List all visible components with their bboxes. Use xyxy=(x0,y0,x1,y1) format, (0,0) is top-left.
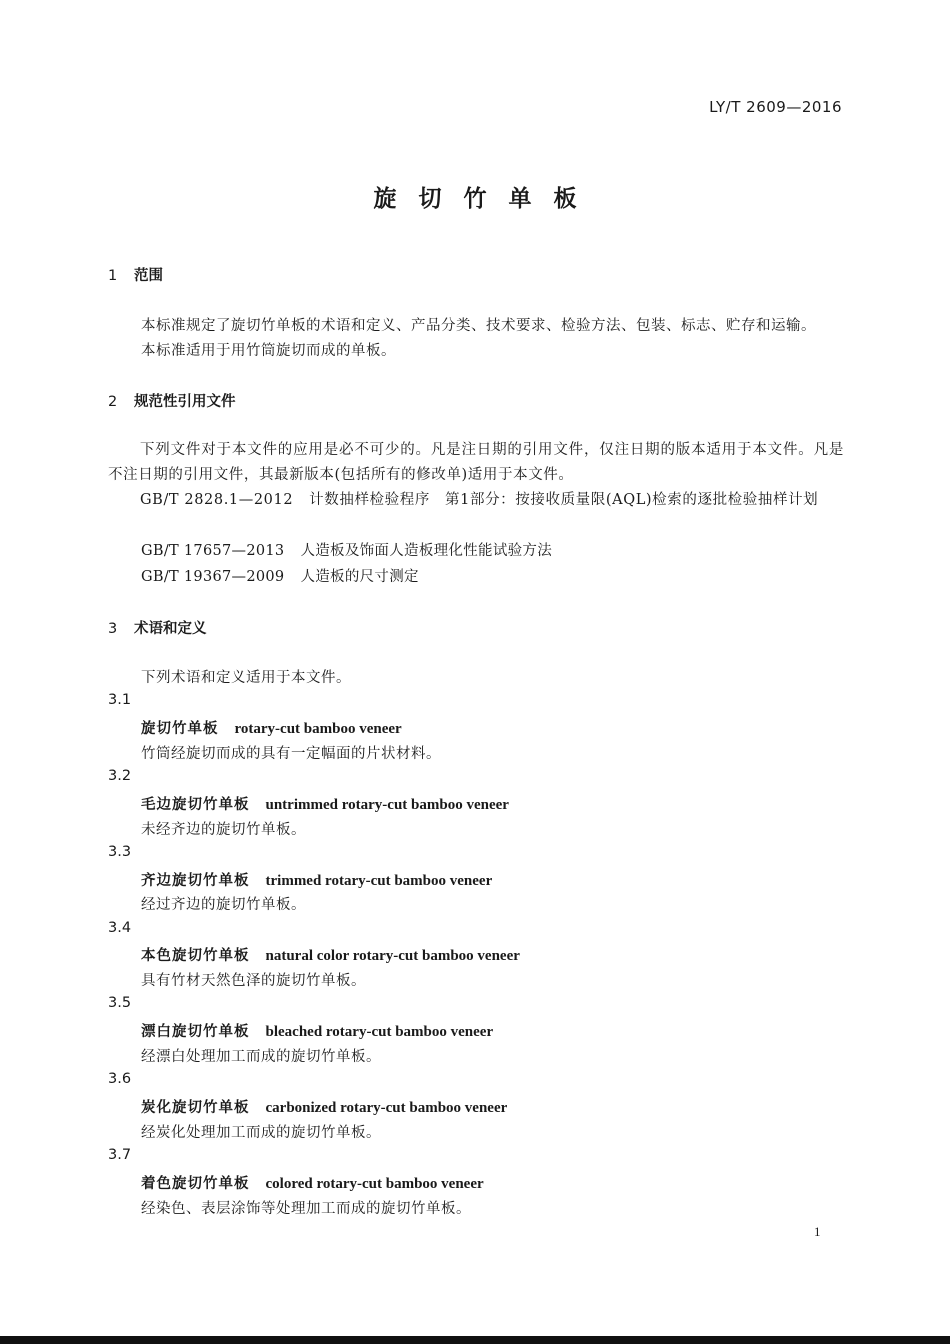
term-english: untrimmed rotary-cut bamboo veneer xyxy=(265,797,509,813)
term-definition: 经炭化处理加工而成的旋切竹单板。 xyxy=(141,1125,381,1141)
term-heading xyxy=(141,1096,507,1117)
section-title: 术语和定义 xyxy=(134,621,207,637)
term-definition: 经过齐边的旋切竹单板。 xyxy=(141,897,306,913)
term-english: carbonized rotary-cut bamboo veneer xyxy=(265,1100,508,1116)
section-heading-3 xyxy=(108,617,207,638)
reference-title: 人造板及饰面人造板理化性能试验方法 xyxy=(300,543,553,559)
term-english: natural color rotary-cut bamboo veneer xyxy=(265,948,520,964)
term-english: rotary-cut bamboo veneer xyxy=(234,721,402,737)
term-chinese: 漂白旋切竹单板 xyxy=(141,1024,250,1040)
term-number: 3.2 xyxy=(108,768,132,784)
normative-references-intro: 下列文件对于本文件的应用是必不可少的。凡是注日期的引用文件，仅注日期的版本适用于本文件。凡是不注日期的引用文件，其最新版本(包括所有的修改单)适用于本文件。 xyxy=(108,442,844,483)
term-number: 3.6 xyxy=(108,1071,132,1087)
term-heading xyxy=(141,1020,493,1041)
term-definition: 未经齐边的旋切竹单板。 xyxy=(141,822,306,838)
term-chinese: 炭化旋切竹单板 xyxy=(141,1100,250,1116)
section-number: 3 xyxy=(108,621,118,637)
page-title: 旋切竹单板 xyxy=(373,186,599,212)
term-chinese: 毛边旋切竹单板 xyxy=(141,797,250,813)
section-heading-2 xyxy=(108,390,236,411)
section-title: 范围 xyxy=(134,268,163,284)
term-definition: 经漂白处理加工而成的旋切竹单板。 xyxy=(141,1049,381,1065)
term-chinese: 齐边旋切竹单板 xyxy=(141,873,250,889)
term-english: bleached rotary-cut bamboo veneer xyxy=(265,1024,494,1040)
reference-code: GB/T 17657—2013 xyxy=(141,543,285,559)
term-number: 3.4 xyxy=(108,920,132,936)
term-heading xyxy=(141,1172,484,1193)
section-heading-1 xyxy=(108,264,163,285)
reference-item xyxy=(108,488,844,513)
term-number: 3.1 xyxy=(108,692,132,708)
term-heading xyxy=(141,717,402,738)
section-number: 1 xyxy=(108,268,118,284)
term-heading xyxy=(141,869,492,890)
term-heading xyxy=(141,944,520,965)
section-number: 2 xyxy=(108,394,118,410)
scope-paragraph-2: 本标准适用于用竹筒旋切而成的单板。 xyxy=(141,343,396,359)
reference-item xyxy=(141,539,552,560)
term-definition: 竹筒经旋切而成的具有一定幅面的片状材料。 xyxy=(141,746,441,762)
term-definition: 经染色、表层涂饰等处理加工而成的旋切竹单板。 xyxy=(141,1201,471,1217)
standard-code: LY/T 2609—2016 xyxy=(709,98,842,116)
page-number: 1 xyxy=(814,1224,821,1239)
reference-code: GB/T 19367—2009 xyxy=(141,569,285,585)
reference-title: 计数抽样检验程序 第1部分：按接收质量限(AQL)检索的逐批检验抽样计划 xyxy=(309,492,819,508)
bottom-border xyxy=(0,1336,950,1344)
term-chinese: 本色旋切竹单板 xyxy=(141,948,250,964)
terms-intro: 下列术语和定义适用于本文件。 xyxy=(141,670,351,686)
term-english: colored rotary-cut bamboo veneer xyxy=(265,1176,484,1192)
reference-item xyxy=(141,565,419,586)
term-chinese: 旋切竹单板 xyxy=(141,721,219,737)
term-definition: 具有竹材天然色泽的旋切竹单板。 xyxy=(141,973,366,989)
reference-code: GB/T 2828.1—2012 xyxy=(140,492,294,508)
term-chinese: 着色旋切竹单板 xyxy=(141,1176,250,1192)
term-english: trimmed rotary-cut bamboo veneer xyxy=(265,873,493,889)
term-heading xyxy=(141,793,509,814)
term-number: 3.5 xyxy=(108,995,132,1011)
scope-paragraph-1: 本标准规定了旋切竹单板的术语和定义、产品分类、技术要求、检验方法、包装、标志、贮存和运输。 xyxy=(141,318,816,334)
reference-title: 人造板的尺寸测定 xyxy=(300,569,419,585)
term-number: 3.3 xyxy=(108,844,132,860)
section-title: 规范性引用文件 xyxy=(134,394,236,410)
term-number: 3.7 xyxy=(108,1147,132,1163)
